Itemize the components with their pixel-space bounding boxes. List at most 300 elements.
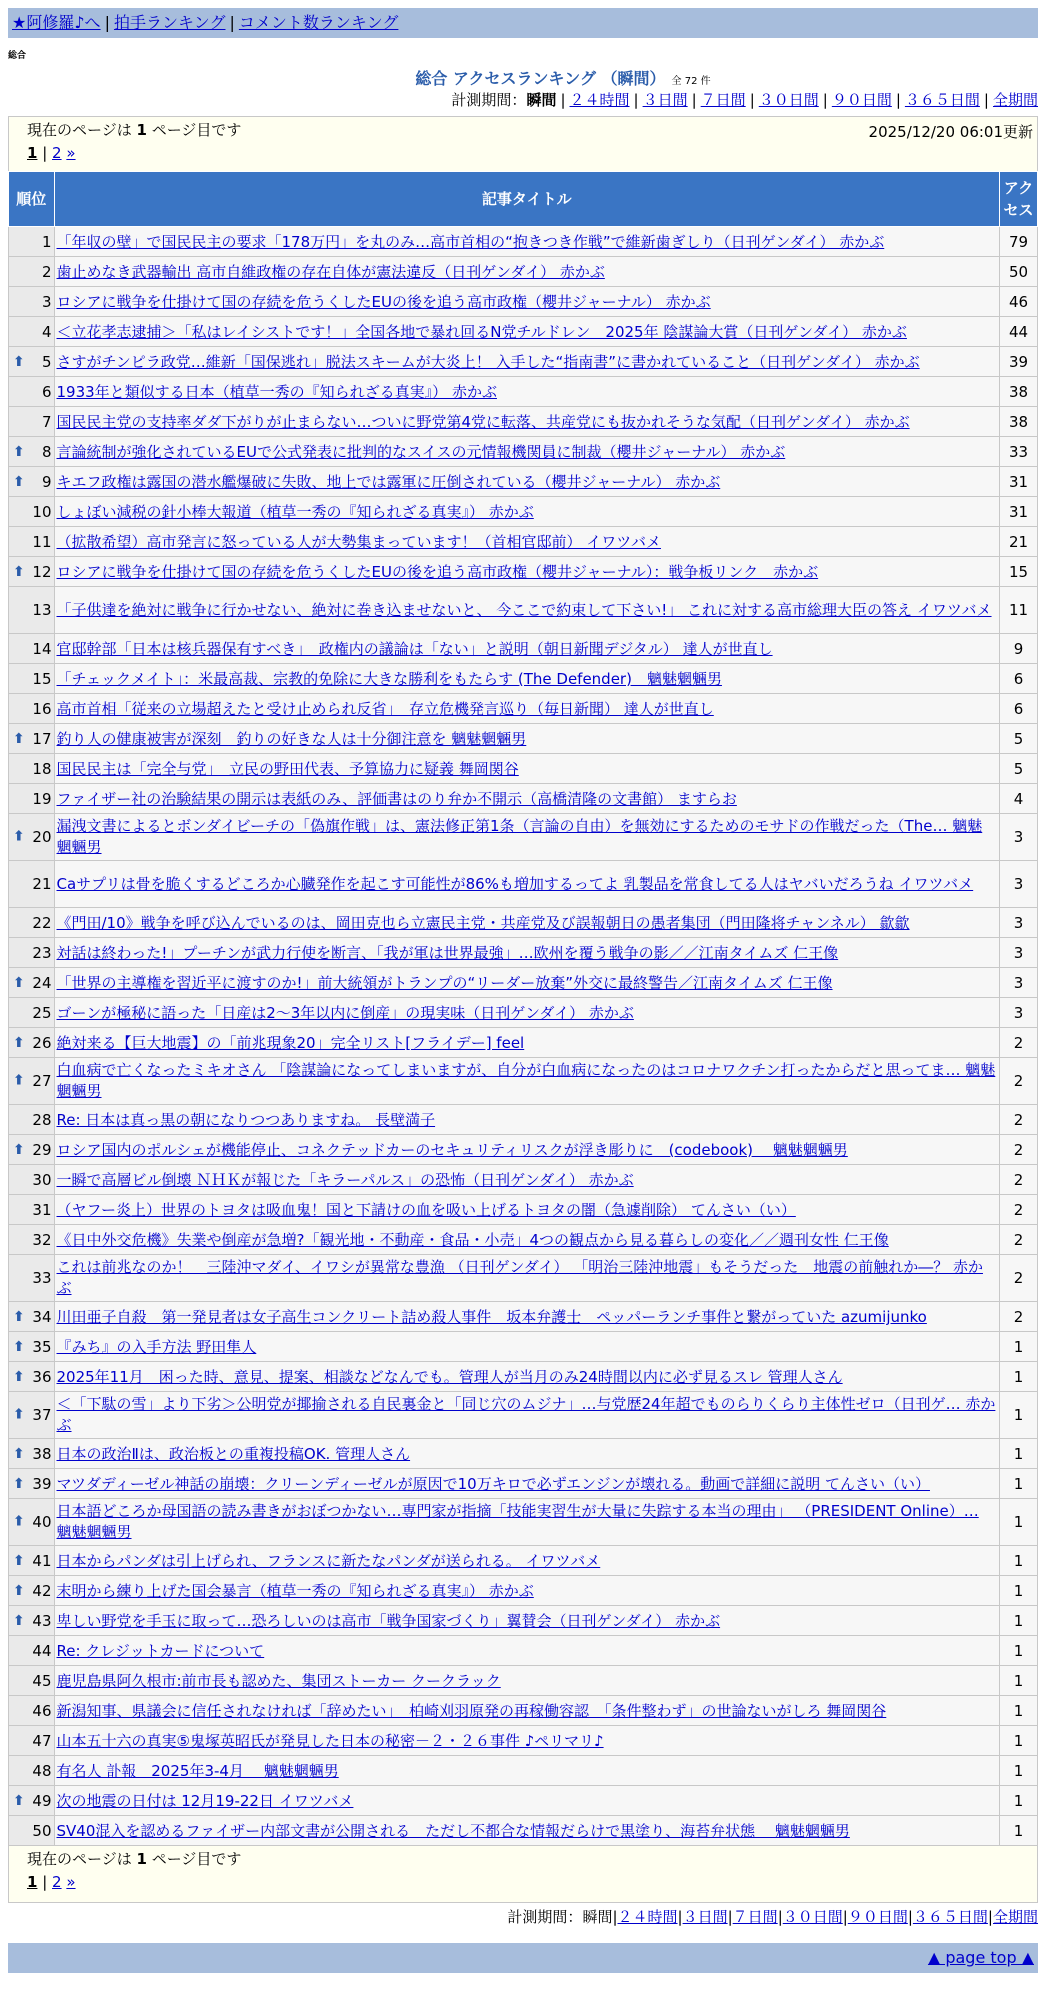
article-link[interactable]: Caサプリは骨を脆くするどころか心臓発作を起こす可能性が86%も増加するってよ 乳製品を常食してる人はヤバいだろうね イワツバメ [56,874,974,893]
rank-number: 45 [32,1671,52,1690]
article-link[interactable]: Re: 日本は真っ黒の朝になりつつありますね。 長壁満子 [56,1111,436,1129]
title-cell [54,1786,1000,1816]
rank-cell [9,1816,55,1846]
article-link[interactable]: 卑しい野党を手玉に取って…恐ろしいのは高市「戦争国家づくり」翼賛会（日刊ゲンダイ） 赤かぶ [56,1612,721,1630]
article-link[interactable]: SV40混入を認めるファイザー内部文書が公開される ただし不都合な情報だらけで黒塗り、海苔弁状態 魑魅魍魎男 [56,1822,850,1840]
title-cell [54,527,1000,557]
article-link[interactable]: 次の地震の日付は 12月19-22日 イワツバメ [56,1792,354,1810]
rank-number: 17 [32,729,52,748]
article-link[interactable]: ＜「下駄の雪」より下劣＞公明党が揶揄される自民裏金と「同じ穴のムジナ」…与党歴24年超でものらりくらり主体性ゼロ（日刊ゲ… 赤かぶ [56,1395,996,1434]
rank-number: 2 [41,262,52,281]
title-cell [54,1058,1000,1105]
separator: | [987,1908,993,1926]
access-count: 31 [1000,497,1038,527]
rank-number: 7 [41,412,52,431]
rank-number: 47 [32,1731,52,1750]
article-link[interactable]: しょぼい減税の針小棒大報道（植草一秀の『知られざる真実』） 赤かぶ [56,503,534,521]
article-link[interactable]: さすがチンピラ政党…維新「国保逃れ」脱法スキームが大炎上！ 入手した“指南書”に書かれていること（日刊ゲンダイ） 赤かぶ [56,353,920,371]
rank-number: 22 [32,913,52,932]
title-cell [54,407,1000,437]
total-count: 全 72 件 [671,76,711,87]
table-row [9,467,1038,497]
article-link[interactable]: （ヤフー炎上）世界のトヨタは吸血鬼！国と下請けの血を吸い上げるトヨタの闇（急遽削除） てんさい（い） [56,1201,796,1219]
title-cell [54,1225,1000,1255]
table-row [9,1105,1038,1135]
access-count: 1 [1000,1696,1038,1726]
article-link[interactable]: 新潟知事、県議会に信任されなければ「辞めたい」 柏崎刈羽原発の再稼働容認 「条件整わず」の世論ないがしろ 舞岡関谷 [56,1702,887,1720]
title-cell [54,724,1000,754]
article-link[interactable]: 一瞬で高層ビル倒壊 ＮＨＫが報じた「キラーパルス」の恐怖（日刊ゲンダイ） 赤かぶ [56,1171,634,1189]
separator: | [907,1908,913,1926]
access-count: 31 [1000,467,1038,497]
table-row [9,1195,1038,1225]
rank-number: 48 [32,1761,52,1780]
table-row [9,1255,1038,1302]
pager-next-arrow[interactable]: » [66,144,76,162]
rank-number: 21 [32,874,52,893]
category-tag: 総合 [8,51,27,61]
rank-number: 24 [32,973,52,992]
rank-up-icon: ⬆ [13,353,25,370]
rank-number: 36 [32,1367,52,1386]
table-row [9,1332,1038,1362]
article-link[interactable]: 『みち』の入手方法 野田隼人 [56,1338,257,1356]
article-link[interactable]: 日本の政治Ⅱは、政治板との重複投稿OK. 管理人さん [56,1445,411,1463]
access-count: 9 [1000,634,1038,664]
access-count: 46 [1000,287,1038,317]
separator: | [842,1908,848,1926]
comment-ranking-link[interactable]: コメント数ランキング [238,13,399,32]
period-current: 瞬間 [526,91,557,109]
title-cell [54,1816,1000,1846]
title-cell [54,1302,1000,1332]
title-cell [54,861,1000,908]
rank-number: 41 [32,1551,52,1570]
rank-number: 27 [32,1071,52,1090]
article-link[interactable]: 歯止めなき武器輸出 高市自維政権の存在自体が憲法違反（日刊ゲンダイ） 赤かぶ [56,263,605,281]
access-count: 2 [1000,1105,1038,1135]
period-link-2[interactable]: ７日間 [732,1908,778,1926]
rank-cell [9,1302,55,1332]
rank-number: 46 [32,1701,52,1720]
article-link[interactable]: 山本五十六の真実⑤鬼塚英昭氏が発見した日本の秘密－２・２６事件 ♪ペリマリ♪ [56,1732,604,1750]
table-row [9,407,1038,437]
rank-cell [9,908,55,938]
period-link-0[interactable]: ２４時間 [569,91,630,109]
separator: | [229,13,235,32]
article-link[interactable]: 漏洩文書によるとボンダイビーチの「偽旗作戦」は、憲法修正第1条（言論の自由）を無効にするためのモサドの作戦だった（The… 魑魅魍魎男 [56,817,983,856]
access-count: 33 [1000,437,1038,467]
period-current: 瞬間 [582,1908,613,1926]
table-row [9,557,1038,587]
rank-cell [9,814,55,861]
period-link-1[interactable]: ３日間 [682,1908,728,1926]
rank-cell [9,1255,55,1302]
rank-number: 12 [32,562,52,581]
title-cell [54,1195,1000,1225]
table-row [9,814,1038,861]
article-link[interactable]: （拡散希望）高市発言に怒っている人が大勢集まっています！（首相官邸前） イワツバメ [56,533,661,551]
title-cell [54,784,1000,814]
title-cell [54,467,1000,497]
access-count: 4 [1000,784,1038,814]
title-cell [54,814,1000,861]
period-label: 計測期間： [507,1908,583,1926]
pager-current: 1 [27,144,38,162]
separator: | [612,1908,618,1926]
applause-ranking-link[interactable]: 拍手ランキング [113,13,226,32]
title-cell [54,1606,1000,1636]
rank-cell [9,1576,55,1606]
table-row [9,784,1038,814]
access-count: 3 [1000,968,1038,998]
article-link[interactable]: 絶対来る【巨大地震】の「前兆現象20」完全リスト[フライデー] feel [56,1034,525,1052]
separator: | [560,91,566,109]
title-cell [54,497,1000,527]
table-row [9,1606,1038,1636]
page-info-bottom [8,1846,1038,1903]
title-cell [54,1696,1000,1726]
table-row [9,754,1038,784]
rank-up-icon: ⬆ [13,1513,25,1530]
rank-cell [9,1135,55,1165]
rank-number: 4 [41,322,52,341]
period-link-0[interactable]: ２４時間 [617,1908,678,1926]
article-link[interactable]: 日本語どころか母国語の読み書きがおぼつかない…専門家が指摘「技能実習生が大量に失踪する本当の理由」 （PRESIDENT Online）… 魑魅魍魎男 [56,1502,979,1541]
article-link[interactable]: 有名人 訃報 2025年3-4月 魑魅魍魎男 [56,1762,339,1780]
title-cell [54,1362,1000,1392]
access-count: 1 [1000,1332,1038,1362]
rank-cell [9,437,55,467]
rank-number: 11 [32,532,52,551]
article-link[interactable]: 白血病で亡くなったミキオさん 「陰謀論になってしまいますが、自分が白血病になったのはコロナワクチン打ったからだと思ってま… 魑魅魍魎男 [56,1061,996,1100]
table-row [9,634,1038,664]
access-header: アクセス [1000,172,1038,227]
period-link-4[interactable]: ９０日間 [847,1908,908,1926]
article-link[interactable]: 釣り人の健康被害が深刻 釣りの好きな人は十分御注意を 魑魅魍魎男 [56,730,527,748]
title-cell [54,634,1000,664]
rank-cell [9,1696,55,1726]
table-row [9,1165,1038,1195]
rank-cell [9,754,55,784]
access-count: 1 [1000,1362,1038,1392]
rank-number: 30 [32,1170,52,1189]
period-link-6[interactable]: 全期間 [992,1908,1038,1926]
access-count: 2 [1000,1058,1038,1105]
article-link[interactable]: 日本からパンダは引上げられ、フランスに新たなパンダが送られる。 イワツバメ [56,1552,601,1570]
table-row [9,1225,1038,1255]
table-row [9,347,1038,377]
table-row [9,1058,1038,1105]
rank-cell [9,257,55,287]
rank-up-icon: ⬆ [13,1792,25,1809]
table-row [9,1546,1038,1576]
article-link[interactable]: ＜立花孝志逮捕＞「私はレイシストです！」全国各地で暴れ回るN党チルドレン 2025年 陰謀論大賞（日刊ゲンダイ） 赤かぶ [56,323,907,341]
article-link[interactable]: これは前兆なのか！ 三陸沖マダイ、イワシが異常な豊漁 （日刊ゲンダイ） 「明治三陸沖地震」もそうだった 地震の前触れか―？ 赤かぶ [56,1258,983,1297]
access-count: 1 [1000,1499,1038,1546]
table-row [9,1469,1038,1499]
title-cell [54,1546,1000,1576]
period-link-6[interactable]: 全期間 [992,91,1038,109]
rank-cell [9,1606,55,1636]
article-link[interactable]: ロシアに戦争を仕掛けて国の存続を危うくしたEUの後を追う高市政権（櫻井ジャーナル） 赤かぶ [56,293,711,311]
rank-up-icon: ⬆ [13,1368,25,1385]
period-link-3[interactable]: ３０日間 [782,1908,843,1926]
title-cell [54,587,1000,634]
table-row [9,257,1038,287]
access-count: 2 [1000,1135,1038,1165]
pager-current: 1 [27,1873,38,1891]
rank-cell [9,1469,55,1499]
rank-cell [9,1726,55,1756]
rank-number: 6 [41,382,52,401]
rank-up-icon: ⬆ [13,1612,25,1629]
rank-cell [9,1332,55,1362]
rank-number: 10 [32,502,52,521]
rank-number: 35 [32,1337,52,1356]
rank-cell [9,1439,55,1469]
rank-cell [9,784,55,814]
access-count: 38 [1000,377,1038,407]
table-row [9,1302,1038,1332]
home-link[interactable]: ★阿修羅♪へ [12,13,101,32]
access-count: 15 [1000,557,1038,587]
rank-cell [9,1499,55,1546]
article-link[interactable]: 「世界の主導権を習近平に渡すのか!」前大統領がトランプの“リーダー放棄”外交に最終警告／江南タイムズ 仁王像 [56,974,833,992]
rank-cell [9,347,55,377]
table-row [9,437,1038,467]
rank-up-icon: ⬆ [13,1582,25,1599]
rank-up-icon: ⬆ [13,1338,25,1355]
rank-up-icon: ⬆ [13,1552,25,1569]
title-cell [54,377,1000,407]
period-link-4[interactable]: ９０日間 [831,91,892,109]
article-link[interactable]: 「年収の壁」で国民民主の要求「178万円」を丸のみ…高市首相の“抱きつき作戦”で維新歯ぎしり（日刊ゲンダイ） 赤かぶ [56,233,885,251]
rank-up-icon: ⬆ [13,473,25,490]
title-cell [54,1105,1000,1135]
table-row [9,377,1038,407]
rank-cell [9,1225,55,1255]
table-row [9,1756,1038,1786]
rank-cell [9,1786,55,1816]
access-count: 3 [1000,998,1038,1028]
page-info-top [8,116,1038,171]
rank-number: 18 [32,759,52,778]
article-link[interactable]: 《日中外交危機》失業や倒産が急増?「観光地・不動産・食品・小売」4つの観点から見る暮らしの変化／／週刊女性 仁王像 [56,1231,889,1249]
table-row [9,1696,1038,1726]
rank-cell [9,1362,55,1392]
access-count: 2 [1000,1028,1038,1058]
article-link[interactable]: 高市首相「従来の立場超えたと受け止められ反省」 存立危機発言巡り（毎日新聞） 達人が世直し [56,700,714,718]
access-count: 5 [1000,754,1038,784]
title-cell [54,1028,1000,1058]
separator: | [677,1908,683,1926]
table-row [9,1439,1038,1469]
period-link-3[interactable]: ３０日間 [758,91,819,109]
article-link[interactable]: 《門田/10》戦争を呼び込んでいるのは、岡田克也ら立憲民主党・共産党及び誤報朝日の愚者集団（門田隆将チャンネル） 歙歙 [56,914,910,932]
rank-up-icon: ⬆ [13,443,25,460]
table-row [9,724,1038,754]
period-link-2[interactable]: ７日間 [700,91,746,109]
title-cell [54,1135,1000,1165]
rank-number: 26 [32,1033,52,1052]
article-link[interactable]: 鹿児島県阿久根市:前市長も認めた、集団ストーカー クークラック [56,1672,501,1690]
title-cell [54,694,1000,724]
rank-up-icon: ⬆ [13,1072,25,1089]
rank-cell [9,664,55,694]
access-count: 1 [1000,1439,1038,1469]
title-cell [54,347,1000,377]
pager-bottom: 1 | 2 » [27,1873,76,1891]
title-cell [54,1332,1000,1362]
article-link[interactable]: ロシア国内のポルシェが機能停止、コネクテッドカーのセキュリティリスクが浮き彫りに (codebook) 魑魅魍魎男 [56,1141,848,1159]
rank-up-icon: ⬆ [13,828,25,845]
rank-up-icon: ⬆ [13,1141,25,1158]
article-link[interactable]: ファイザー社の治験結果の開示は表紙のみ、評価書はのり弁か不開示（高橋清隆の文書館） ますらお [56,790,737,808]
table-row [9,317,1038,347]
rank-number: 49 [32,1791,52,1810]
ranking-title-row [80,66,1046,88]
title-cell [54,1469,1000,1499]
access-count: 1 [1000,1576,1038,1606]
access-count: 38 [1000,407,1038,437]
title-cell [54,664,1000,694]
access-count: 6 [1000,664,1038,694]
separator: | [983,91,989,109]
article-link[interactable]: ロシアに戦争を仕掛けて国の存続を危うくしたEUの後を追う高市政権（櫻井ジャーナル）：戦争板リンク 赤かぶ [56,563,819,581]
rank-number: 39 [32,1474,52,1493]
rank-cell [9,287,55,317]
rank-up-icon: ⬆ [13,1308,25,1325]
table-row [9,527,1038,557]
table-row [9,908,1038,938]
separator: | [777,1908,783,1926]
title-cell [54,1636,1000,1666]
table-row [9,694,1038,724]
access-count: 2 [1000,1165,1038,1195]
rank-number: 37 [32,1405,52,1424]
rank-cell [9,1028,55,1058]
article-link[interactable]: Re: クレジットカードについて [56,1642,265,1660]
article-link[interactable]: 末明から練り上げた国会暴言（植草一秀の『知られざる真実』） 赤かぶ [56,1582,534,1600]
table-row [9,1726,1038,1756]
rank-number: 42 [32,1581,52,1600]
period-link-1[interactable]: ３日間 [642,91,688,109]
pager-page-2[interactable]: 2 [52,144,62,162]
pager-page-2[interactable]: 2 [52,1873,62,1891]
rank-cell [9,407,55,437]
separator: | [691,91,697,109]
pager-top: 1 | 2 » [27,144,76,162]
rank-cell [9,1756,55,1786]
page-info-text: 現在のページは 1 ページ目です [27,121,242,139]
table-row [9,1816,1038,1846]
period-link-5[interactable]: ３６５日間 [912,1908,988,1926]
access-count: 1 [1000,1816,1038,1846]
access-count: 5 [1000,724,1038,754]
separator: | [104,13,110,32]
rank-number: 44 [32,1641,52,1660]
article-link[interactable]: キエフ政権は露国の潜水艦爆破に失敗、地上では露軍に圧倒されている（櫻井ジャーナル） 赤かぶ [56,473,721,491]
rank-number: 33 [32,1268,52,1287]
title-cell [54,257,1000,287]
access-count: 50 [1000,257,1038,287]
top-navigation [8,8,1038,38]
rank-number: 15 [32,669,52,688]
period-selector-bottom [0,1903,1038,1931]
table-row [9,1135,1038,1165]
article-link[interactable]: 官邸幹部「日本は核兵器保有すべき」 政権内の議論は「ない」と説明（朝日新聞デジタル） 達人が世直し [56,640,773,658]
rank-number: 13 [32,600,52,619]
rank-cell [9,1105,55,1135]
article-link[interactable]: 「チェックメイト」：米最高裁、宗教的免除に大きな勝利をもたらす (The Defender) 魑魅魍魎男 [56,670,722,688]
separator: | [822,91,828,109]
page-top-link[interactable]: ▲ page top ▲ [927,1948,1034,1967]
article-link[interactable]: 対話は終わった!」プーチンが武力行使を断言、「我が軍は世界最強」…欧州を覆う戦争の影／／江南タイムズ 仁王像 [56,944,839,962]
table-row [9,587,1038,634]
access-count: 1 [1000,1636,1038,1666]
title-cell [54,317,1000,347]
article-link[interactable]: ゴーンが極秘に語った「日産は2～3年以内に倒産」の現実味（日刊ゲンダイ） 赤かぶ [56,1004,634,1022]
rank-cell [9,938,55,968]
title-header: 記事タイトル [54,172,1000,227]
rank-cell [9,587,55,634]
access-count: 2 [1000,1225,1038,1255]
rank-cell [9,694,55,724]
rank-up-icon: ⬆ [13,1475,25,1492]
access-count: 1 [1000,1606,1038,1636]
article-link[interactable]: 2025年11月 困った時、意見、提案、相談などなんでも。管理人が当月のみ24時間以内に必ず見るスレ 管理人さん [56,1368,843,1386]
article-link[interactable]: マツダディーゼル神話の崩壊：クリーンディーゼルが原因で10万キロで必ずエンジンが壊れる。動画で詳細に説明 てんさい（い） [56,1475,930,1493]
table-row [9,861,1038,908]
article-link[interactable]: 「子供達を絶対に戦争に行かせない、絶対に巻き込ませないと、 今ここで約束して下さい!」 これに対する高市総理大臣の答え イワツバメ [56,600,992,619]
table-row [9,287,1038,317]
article-link[interactable]: 国民民主党の支持率ダダ下がりが止まらない…ついに野党第4党に転落、共産党にも抜かれそうな気配（日刊ゲンダイ） 赤かぶ [56,413,910,431]
rank-cell [9,317,55,347]
title-cell [54,1756,1000,1786]
article-link[interactable]: 国民民主は「完全与党」 立民の野田代表、予算協力に疑義 舞岡関谷 [56,760,519,778]
article-link[interactable]: 言論統制が強化されているEUで公式発表に批判的なスイスの元情報機関員に制裁（櫻井ジャーナル） 赤かぶ [56,443,786,461]
article-link[interactable]: 川田亜子自殺 第一発見者は女子高生コンクリート詰め殺人事件 坂本弁護士 ペッパーランチ事件と繋がっていた azumijunko [56,1308,927,1326]
updated-timestamp: 2025/12/20 06:01更新 [868,123,1033,141]
rank-cell [9,377,55,407]
title-cell [54,998,1000,1028]
rank-number: 32 [32,1230,52,1249]
rank-number: 29 [32,1140,52,1159]
access-count: 1 [1000,1469,1038,1499]
pager-next-arrow[interactable]: » [66,1873,76,1891]
page-title: 総合 アクセスランキング （瞬間） [415,69,666,88]
rank-cell [9,497,55,527]
table-row [9,1499,1038,1546]
title-cell [54,227,1000,257]
rank-number: 40 [32,1512,52,1531]
title-cell [54,287,1000,317]
article-link[interactable]: 1933年と類似する日本（植草一秀の『知られざる真実』） 赤かぶ [56,383,497,401]
period-selector-top [0,88,1038,112]
rank-number: 3 [41,292,52,311]
access-count: 3 [1000,861,1038,908]
period-link-5[interactable]: ３６５日間 [904,91,980,109]
rank-number: 9 [41,472,52,491]
rank-up-icon: ⬆ [13,1445,25,1462]
table-row [9,1362,1038,1392]
rank-up-icon: ⬆ [13,730,25,747]
title-cell [54,1392,1000,1439]
access-count: 21 [1000,527,1038,557]
access-count: 44 [1000,317,1038,347]
separator: | [895,91,901,109]
